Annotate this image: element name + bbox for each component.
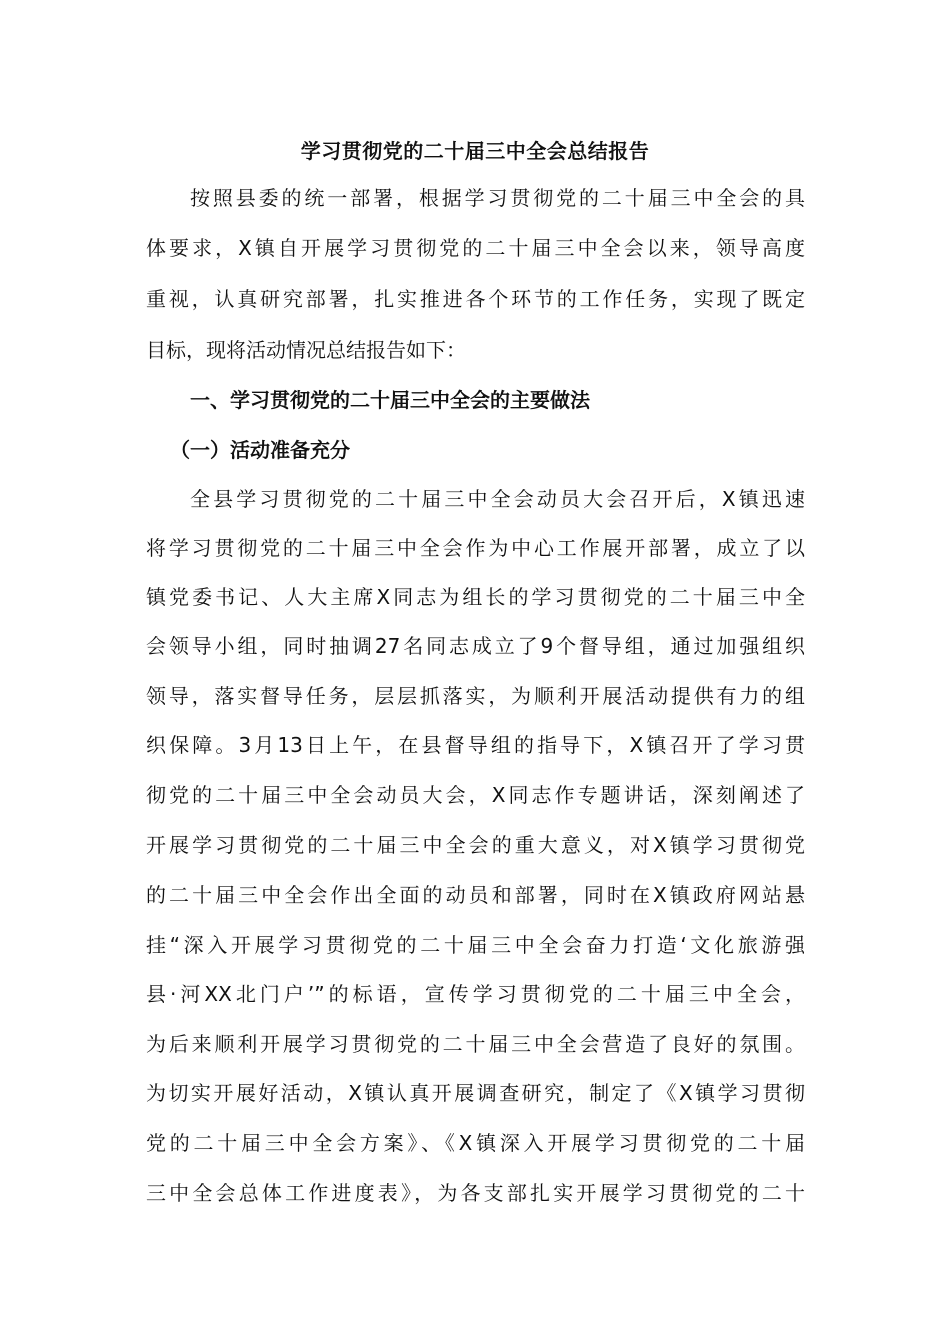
intro-line-2: 体要求，X镇自开展学习贯彻党的二十届三中全会以来，领导高度	[146, 236, 805, 260]
subsection-heading-1: （一）活动准备充分	[170, 438, 350, 462]
body-line-1: 全县学习贯彻党的二十届三中全会动员大会召开后，X镇迅速	[190, 487, 805, 511]
body-line-4: 会领导小组，同时抽调27名同志成立了9个督导组，通过加强组织	[146, 634, 805, 658]
body-line-10: 挂“深入开展学习贯彻党的二十届三中全会奋力打造‘文化旅游强	[146, 933, 805, 957]
body-line-9: 的二十届三中全会作出全面的动员和部署，同时在X镇政府网站悬	[146, 883, 805, 907]
body-line-14: 党的二十届三中全会方案》、《X镇深入开展学习贯彻党的二十届	[146, 1131, 805, 1155]
intro-line-1: 按照县委的统一部署，根据学习贯彻党的二十届三中全会的具	[190, 186, 805, 210]
body-line-11: 县·河XX北门户’”的标语，宣传学习贯彻党的二十届三中全会，	[146, 982, 805, 1006]
body-line-12: 为后来顺利开展学习贯彻党的二十届三中全会营造了良好的氛围。	[146, 1032, 805, 1056]
body-line-8: 开展学习贯彻党的二十届三中全会的重大意义，对X镇学习贯彻党	[146, 833, 805, 857]
intro-line-4: 目标，现将活动情况总结报告如下：	[146, 338, 466, 362]
body-line-2: 将学习贯彻党的二十届三中全会作为中心工作展开部署，成立了以	[146, 536, 805, 560]
body-line-5: 领导，落实督导任务，层层抓落实，为顺利开展活动提供有力的组	[146, 684, 805, 708]
intro-line-3: 重视，认真研究部署，扎实推进各个环节的工作任务，实现了既定	[146, 287, 805, 311]
body-line-13: 为切实开展好活动，X镇认真开展调查研究，制定了《X镇学习贯彻	[146, 1081, 805, 1105]
body-line-15: 三中全会总体工作进度表》，为各支部扎实开展学习贯彻党的二十	[146, 1181, 805, 1205]
section-heading-1: 一、学习贯彻党的二十届三中全会的主要做法	[190, 388, 590, 412]
body-line-3: 镇党委书记、人大主席X同志为组长的学习贯彻党的二十届三中全	[146, 585, 805, 609]
document-title: 学习贯彻党的二十届三中全会总结报告	[300, 139, 650, 163]
body-line-6: 织保障。3月13日上午，在县督导组的指导下，X镇召开了学习贯	[146, 733, 805, 757]
body-line-7: 彻党的二十届三中全会动员大会，X同志作专题讲话，深刻阐述了	[146, 783, 805, 807]
